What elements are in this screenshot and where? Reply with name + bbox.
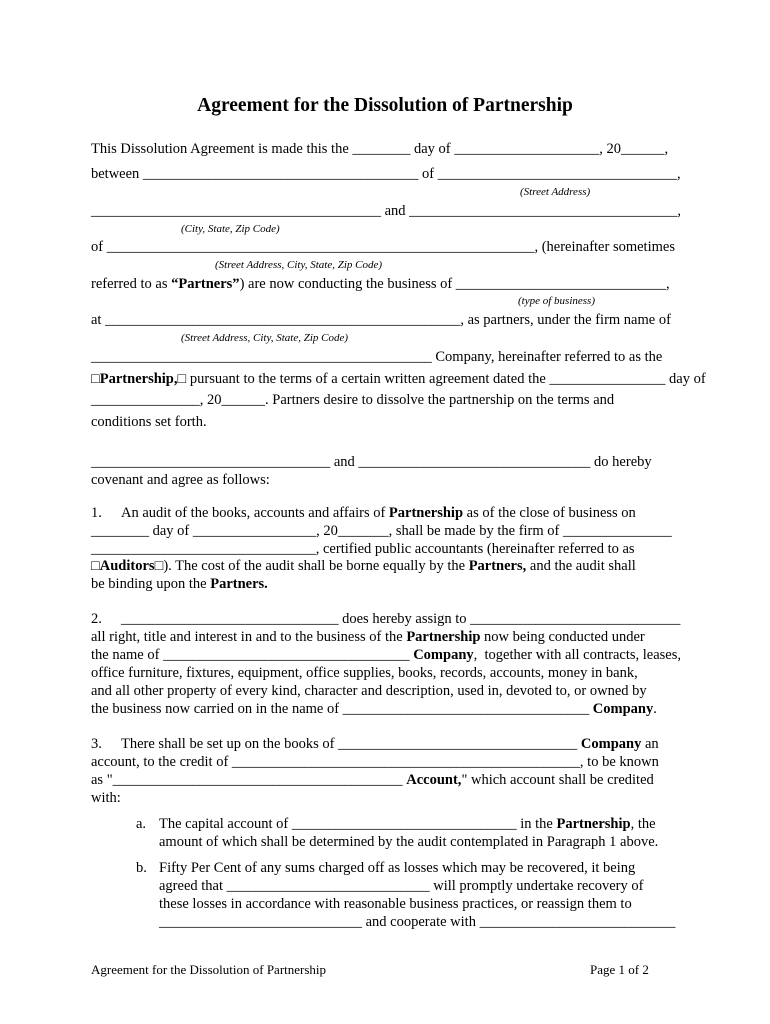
text-line [91,736,102,752]
text-segment: conditions set forth. [91,414,207,430]
text-line [91,523,672,539]
text-line [91,349,662,365]
text-segment: (Street Address, City, State, Zip Code) [215,259,383,271]
footer-page-number: Page 1 of 2 [590,962,649,977]
text-line [159,834,658,850]
footer-title: Agreement for the Dissolution of Partnership [91,962,327,977]
text-segment: . [653,701,657,717]
text-segment: the business now carried on in the name of __________________________________ [91,701,593,717]
bold-term: Partnership, [99,371,178,387]
text-line [136,816,146,832]
field-caption [520,184,590,200]
text-segment: ______________________________ does hereby assign to _____________________________ [121,611,681,627]
text-segment: referred to as [91,276,172,292]
text-segment: , together with all contracts, leases, [473,647,682,663]
text-segment: (Street Address, City, State, Zip Code) [181,332,349,344]
text-segment: office furniture, fixtures, equipment, office supplies, books, records, accounts, money in bank, [91,665,638,681]
text-segment: The capital account of _______________________________ in the [159,816,557,832]
text-segment: 2. [91,611,102,627]
text-line [121,611,680,627]
bold-term: Partnership [556,816,631,832]
text-segment: covenant and agree as follows: [91,472,270,488]
field-caption [181,330,348,346]
bold-term: Partnership [388,505,464,521]
text-line [91,166,681,182]
text-segment: the name of __________________________________ [91,647,414,663]
text-segment: and all other property of every kind, character and description, used in, devoted to, or owned by [91,683,647,699]
bold-term: Partners. [210,576,268,592]
text-segment: " which account shall be credited [461,772,654,788]
text-line [91,203,681,219]
text-segment: be binding upon the [91,576,211,592]
text-segment: now being conducted under [480,629,645,645]
bold-term: Account, [406,772,462,788]
bold-term: Company [592,701,654,717]
bold-term: “Partners” [171,276,240,292]
text-segment: a. [136,816,147,832]
text-line [159,878,643,894]
text-line [91,414,207,430]
text-line [136,860,147,876]
text-segment: □ pursuant to the terms of a certain written agreement dated the ________________ day of [177,371,706,387]
text-segment: This Dissolution Agreement is made this the ________ day of ____________________, 20______, [91,141,669,157]
text-segment: and the audit shall [526,558,636,574]
text-segment: an [641,736,659,752]
text-line [91,276,670,292]
text-segment: amount of which shall be determined by the audit contemplated in Paragraph 1 above. [159,834,659,850]
field-caption [181,221,280,237]
text-segment: □). The cost of the audit shall be borne equally by the [154,558,469,574]
text-segment: (type of business) [518,295,595,307]
text-line [91,611,102,627]
text-line [159,896,632,912]
text-segment: ____________________________ and cooperate with ___________________________ [159,914,676,930]
text-segment: _________________________________ and ________________________________ do hereby [91,454,652,470]
document-title: Agreement for the Dissolution of Partnership [197,95,573,116]
text-segment: There shall be set up on the books of _________________________________ [121,736,581,752]
text-segment: , the [630,816,656,832]
bold-term: Company [413,647,474,663]
text-segment: _______________, 20______. Partners desire to dissolve the partnership on the terms and [91,392,615,408]
text-segment: account, to the credit of ________________________________________________, to be known [91,754,659,770]
text-segment: these losses in accordance with reasonable business practices, or reassign them to [159,896,632,912]
text-line [91,772,654,788]
text-line [91,790,121,806]
text-line [91,629,645,645]
text-segment: of ___________________________________________________________, (hereinafter sometimes [91,239,675,255]
text-line [91,647,681,663]
bold-term: Auditors [99,558,155,574]
text-line [91,371,706,387]
text-segment: ) are now conducting the business of _____________________________, [239,276,670,292]
text-line [121,505,636,521]
field-caption [518,293,595,309]
bold-term: Company [580,736,642,752]
field-caption [215,257,382,273]
text-segment: _______________________________________________ Company, hereinafter referred to as the [91,349,663,365]
text-segment: ________________________________________ and _____________________________________, [91,203,682,219]
text-segment: as of the close of business on [463,505,636,521]
text-line [91,454,652,470]
text-segment: (Street Address) [520,186,591,198]
text-segment: as "________________________________________ [91,772,407,788]
text-segment: 1. [91,505,102,521]
text-line [91,312,671,328]
text-segment: □ [91,558,100,574]
text-line [91,472,270,488]
text-segment: An audit of the books, accounts and affairs of [121,505,389,521]
text-line [91,683,647,699]
text-line [91,701,657,717]
text-segment: with: [91,790,121,806]
text-segment: Fifty Per Cent of any sums charged off as losses which may be recovered, it being [159,860,636,876]
text-line [91,665,638,681]
text-segment: between ______________________________________ of _________________________________, [91,166,681,182]
text-line [91,239,675,255]
bold-term: Partnership [406,629,481,645]
text-segment: agreed that ____________________________ will promptly undertake recovery of [159,878,644,894]
text-line [159,914,675,930]
text-line [91,558,636,574]
text-segment: _______________________________, certified public accountants (hereinafter referred to as [91,541,635,557]
text-line [91,505,102,521]
text-segment: □ [91,371,100,387]
text-line [91,754,659,770]
text-segment: (City, State, Zip Code) [181,223,280,235]
text-segment: all right, title and interest in and to the business of the [91,629,407,645]
text-segment: 3. [91,736,102,752]
text-segment: at _________________________________________________, as partners, under the firm name of [91,312,671,328]
text-line [121,736,659,752]
text-segment: ________ day of _________________, 20_______, shall be made by the firm of _______________ [91,523,672,539]
text-line [91,141,668,157]
text-line [159,816,656,832]
text-segment: b. [136,860,147,876]
text-line [91,392,614,408]
text-line [159,860,635,876]
text-line [91,576,268,592]
bold-term: Partners, [468,558,527,574]
text-line [91,541,635,557]
